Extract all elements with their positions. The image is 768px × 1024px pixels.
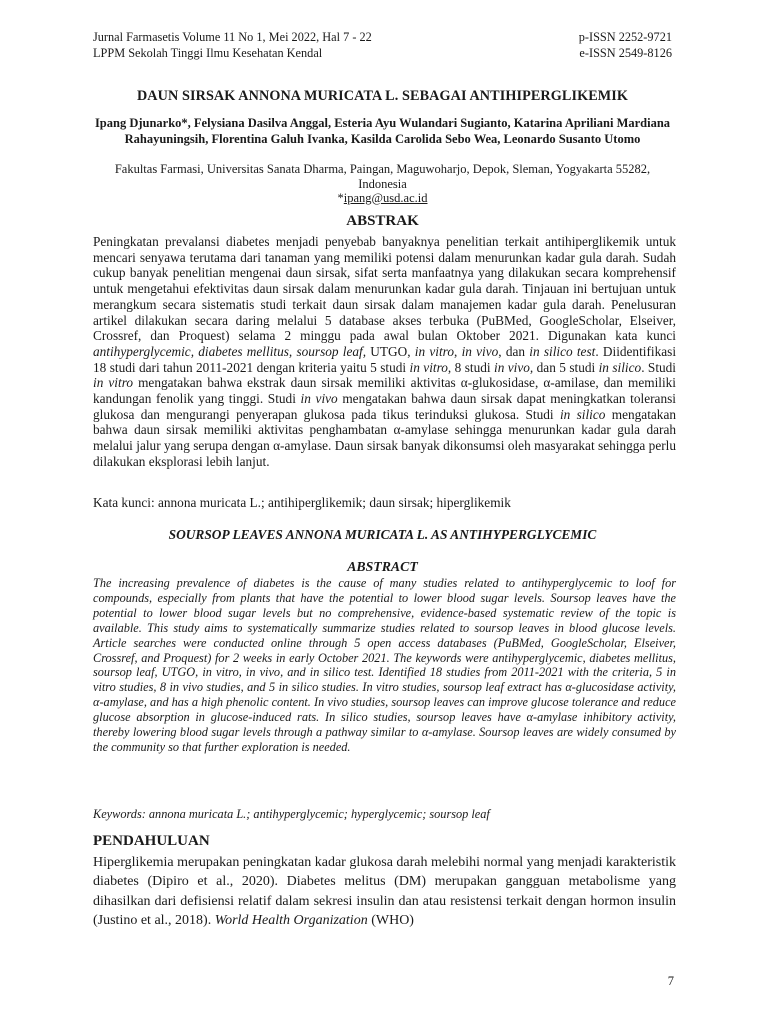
who-name-italic: World Health Organization bbox=[214, 912, 368, 928]
term-in-silico: in silico bbox=[559, 406, 606, 422]
keywords-line: Keywords: annona muricata L.; antihyperglycemic; hyperglycemic; soursop leaf bbox=[93, 807, 490, 821]
term-in-vitro: in vitro bbox=[93, 375, 134, 391]
page-number: 7 bbox=[667, 974, 674, 988]
abstrak-text: UTGO, bbox=[366, 343, 415, 359]
abstrak-text: Peningkatan prevalansi diabetes menjadi penyebab banyaknya penelitian terkait antihiperglikemik untuk mencari senyawa terutama dari tanaman yang memiliki potensi dalam menurunkan kadar gula darah. Sudah cukup banyak penelitian mengenai daun sirsak, sifat serta manfaatnya yang dilakukan secara komprehensif untuk mengetahui efektivitas daun sirsak dalam menurunkan kadar gula darah. Tinjauan ini bertujuan untuk merangkum secara sistematis studi terkait daun sirsak dalam manajemen kadar gula darah. Penelusuran artikel dilakukan secara daring melalui 5 database akses terbuka (PuBMed, GoogleScholar, Elseiver, Crossref, dan Proquest) selama 2 minggu pada awal bulan Oktober 2021. Digunakan kata kunci bbox=[93, 234, 676, 344]
abstrak-text: mengatakan bahwa daun sirsak memiliki aktivitas penghambatan α-amylase sehingga menurunkan kadar gula darah melalui jalur yang serupa dengan α-amylase. Daun sirsak banyak dikonsumsi oleh masyarakat sehingga perlu dilakukan eksplorasi lebih lanjut. bbox=[93, 406, 676, 469]
corresponding-email bbox=[93, 191, 672, 206]
pendahuluan-text: Hiperglikemia merupakan peningkatan kadar glukosa darah melebihi normal yang menjadi karakteristik diabetes (Dipiro et al., 2020). Diabetes melitus (DM) merupakan gangguan metabolisme yang dihasilkan dari defisiensi relatif dalam sekresi insulin dan atau resistensi terkait dengan hormon insulin (Justino et al., 2018). bbox=[93, 855, 676, 928]
abstrak-text: mengatakan bahwa daun sirsak dapat meningkatkan toleransi glukosa dan mengurangi penyerapan glukosa pada tikus terinduksi glukosa. Studi bbox=[93, 391, 676, 422]
term-in-vivo: in vivo, bbox=[494, 359, 534, 375]
pendahuluan-heading: PENDAHULUAN bbox=[93, 833, 210, 849]
email-prefix: * bbox=[337, 191, 344, 205]
english-title: SOURSOP LEAVES ANNONA MURICATA L. AS ANTIHYPERGLYCEMIC bbox=[168, 527, 597, 542]
running-header bbox=[93, 29, 672, 61]
abstrak-text: , bbox=[454, 343, 462, 359]
affiliation-text: Fakultas Farmasi, Universitas Sanata Dharma, Paingan, Maguwoharjo, Depok, Sleman, Yogyakarta 55282, Indonesia bbox=[114, 162, 651, 191]
kata-kunci: Kata kunci: annona muricata L.; antihiperglikemik; daun sirsak; hiperglikemik bbox=[93, 495, 511, 510]
abstrak-text: . Studi bbox=[641, 359, 677, 375]
abstrak-text: , dan bbox=[498, 343, 530, 359]
term-in-vitro: in vitro bbox=[414, 343, 454, 359]
pendahuluan-body bbox=[93, 853, 676, 930]
electronic-issn: e-ISSN 2549-8126 bbox=[579, 46, 672, 60]
abstrak-text: dan 5 studi bbox=[533, 359, 599, 375]
abstrak-body bbox=[93, 234, 676, 470]
publisher-info: LPPM Sekolah Tinggi Ilmu Kesehatan Kendal bbox=[93, 46, 323, 60]
email-link[interactable]: ipang@usd.ac.id bbox=[343, 191, 428, 205]
journal-info: Jurnal Farmasetis Volume 11 No 1, Mei 2022, Hal 7 - 22 bbox=[93, 30, 372, 44]
article-title: DAUN SIRSAK ANNONA MURICATA L. SEBAGAI ANTIHIPERGLIKEMIK bbox=[136, 88, 629, 104]
abstrak-heading: ABSTRAK bbox=[346, 213, 419, 229]
term-in-vitro: in vitro bbox=[409, 359, 448, 375]
who-abbreviation: (WHO) bbox=[367, 912, 414, 928]
abstract-body: The increasing prevalence of diabetes is the cause of many studies related to antihyperglycemic to loof for compounds, especially from plants that have the potential to lower blood sugar levels. Soursop leaves have the potential to lower blood sugar levels but no comprehensive, evidence-based systematic review of the topic is available. This study aims to systematically summarize studies related to soursop leaves in blood glucose levels. Article searches were conducted online through 5 open access databases (PuBMed, GoogleScholar, Elseiver, Crossref, and Proquest) for 2 weeks in early October 2021. The keywords were antihyperglycemic, diabetes mellitus, soursop leaf, UTGO, in vitro, in vivo, and in silico test. Identified 18 studies from 2011-2021 with the criteria, 5 in vitro studies, 8 in vivo studies, and 5 in silico studies. In vitro studies, soursop leaf extract has α-glucosidase activity, α-amylase, and has a high phenolic content. In vivo studies, soursop leaves can improve glucose tolerance and reduce glucose absorption in glucose-induced rats. In silico studies, soursop leaves have α-amylase inhibitory activity, thereby lowering blood sugar levels through a pathway similar to α-amylase. Soursop leaves are widely consumed by the community so that further exploration is needed. bbox=[93, 576, 676, 754]
term-in-vivo: in vivo bbox=[300, 391, 338, 407]
affiliation-block bbox=[93, 162, 672, 206]
term-in-vivo: in vivo bbox=[461, 343, 499, 359]
abstract-heading: ABSTRACT bbox=[347, 559, 418, 574]
term-in-silico: in silico test bbox=[529, 343, 596, 359]
abstrak-text: mengatakan bahwa ekstrak daun sirsak memiliki aktivitas α-glukosidase, α-amilase, dan memiliki kandungan fenolik yang tinggi. Studi bbox=[93, 375, 676, 407]
abstrak-text: . Diidentifikasi 18 studi dari tahun 2011-2021 dengan kriteria yaitu 5 studi bbox=[93, 343, 677, 375]
abstrak-keywords-italic: antihyperglycemic, diabetes mellitus, soursop leaf, bbox=[93, 343, 367, 359]
author-list: Ipang Djunarko*, Felysiana Dasilva Anggal, Esteria Ayu Wulandari Sugianto, Katarina Apriliani Mardiana Rahayuningsih, Florentina Galuh Ivanka, Kasilda Carolida Sebo Wea, Leonardo Susanto Utomo bbox=[94, 116, 671, 146]
abstrak-text: , 8 studi bbox=[447, 359, 494, 375]
print-issn: p-ISSN 2252-9721 bbox=[578, 30, 672, 44]
term-in-silico: in silico bbox=[598, 359, 642, 375]
